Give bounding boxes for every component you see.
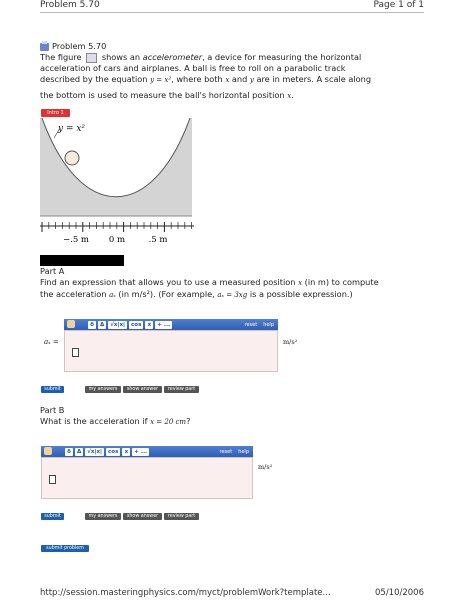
figure-icon[interactable] (86, 53, 97, 63)
var-x: x (298, 279, 303, 287)
q-text: the acceleration (40, 289, 107, 300)
vector-button[interactable]: x (145, 321, 153, 329)
scale-ticks (42, 222, 192, 232)
x-value: x = 20 cm (150, 418, 187, 426)
desc-text: , where both (171, 74, 223, 85)
desc-text: are in meters. A scale along (256, 74, 372, 85)
delta-button[interactable]: Δ (77, 448, 82, 455)
var-y: y (249, 76, 254, 85)
hand-icon[interactable] (44, 447, 52, 455)
equation: y = x² (150, 76, 172, 85)
part-a-label: Part A (40, 266, 65, 276)
show-answer-button-a[interactable]: show answer (123, 386, 162, 393)
ball (65, 151, 79, 165)
tick-label-minus: −.5 m (63, 235, 89, 245)
q-text: Find an expression that allows you to use a measured position (40, 277, 296, 287)
my-answers-button-a[interactable]: my answers (85, 386, 121, 393)
desc-text: and (231, 74, 248, 85)
cos-button[interactable]: cos (131, 321, 142, 328)
delta-small-button[interactable]: δ (65, 448, 73, 456)
delta-button[interactable]: Δ (100, 321, 105, 328)
q-text: What is the acceleration if (40, 416, 148, 426)
submit-button-a[interactable]: submit (41, 386, 64, 393)
desc-text: The figure (40, 52, 82, 62)
tick-label-zero: 0 m (108, 235, 126, 245)
desc-text: acceleration of cars and airplanes. A ball is free to roll on a parabolic track (40, 63, 346, 74)
cos-button[interactable]: cos (108, 448, 119, 455)
more-button[interactable]: + ... (157, 321, 171, 328)
delta-small-button[interactable]: δ (88, 321, 96, 329)
part-b-label: Part B (40, 405, 65, 415)
units-a: m/s² (283, 338, 298, 346)
problem-description (40, 52, 432, 102)
printer-icon[interactable] (40, 43, 49, 51)
submit-problem-button[interactable]: submit problem (41, 545, 89, 552)
review-part-button-a[interactable]: review part (164, 386, 199, 393)
accelerometer-figure (40, 118, 200, 246)
header-divider (40, 12, 424, 13)
header-title: Problem 5.70 (40, 0, 100, 10)
tick-label-plus: .5 m (148, 235, 168, 245)
q-text: (in m) to compute (304, 277, 379, 287)
q-text: (in m/s²). (For example, (118, 289, 215, 300)
var-ax: aₓ (109, 291, 116, 300)
var-x: x (225, 76, 230, 85)
answer-lhs: aₓ = (44, 338, 59, 346)
curve-label: y = x² (58, 124, 86, 134)
answer-input-a[interactable] (72, 348, 79, 357)
help-button[interactable]: help (238, 448, 249, 455)
desc-text: shows an (101, 52, 141, 62)
answer-box-a[interactable] (64, 330, 278, 372)
show-answer-button-b[interactable]: show answer (123, 513, 162, 520)
help-button[interactable]: help (263, 321, 274, 328)
problem-title-text: Problem 5.70 (52, 41, 107, 51)
intro-button[interactable]: Intro 1 (41, 109, 70, 117)
reset-button[interactable]: reset (244, 321, 258, 328)
footer-url: http://session.masteringphysics.com/myct/problemWork?template... (40, 588, 331, 598)
equation-toolbar-b (41, 446, 253, 457)
desc-emph: accelerometer (142, 52, 203, 62)
desc-text: described by the equation (40, 74, 148, 85)
q-text: ? (186, 416, 191, 426)
example-expr: aₓ = 3xg (217, 291, 248, 300)
redacted-block (40, 255, 124, 266)
desc-text: . (291, 89, 294, 100)
sqrt-abs-button[interactable]: √x|x| (110, 321, 126, 328)
vector-button[interactable]: x (122, 448, 130, 456)
submit-button-b[interactable]: submit (41, 513, 64, 520)
reset-button[interactable]: reset (219, 448, 233, 455)
q-text: is a possible expression.) (249, 289, 353, 300)
more-button[interactable]: + ... (134, 448, 148, 455)
var-x: x (287, 91, 292, 100)
my-answers-button-b[interactable]: my answers (85, 513, 121, 520)
desc-text: the bottom is used to measure the ball's horizontal position (40, 89, 285, 100)
part-a-question (40, 277, 432, 301)
review-part-button-b[interactable]: review part (164, 513, 199, 520)
part-b-question (40, 416, 432, 428)
header-page-number: Page 1 of 1 (373, 0, 424, 10)
equation-toolbar-a (64, 319, 278, 330)
answer-input-b[interactable] (49, 475, 56, 484)
hand-icon[interactable] (67, 320, 75, 328)
sqrt-abs-button[interactable]: √x|x| (87, 448, 103, 455)
footer-date: 05/10/2006 (375, 588, 424, 598)
units-b: m/s² (258, 463, 273, 471)
problem-title (40, 41, 432, 52)
answer-box-b[interactable] (41, 457, 253, 499)
desc-text: , a device for measuring the horizontal (202, 52, 362, 62)
